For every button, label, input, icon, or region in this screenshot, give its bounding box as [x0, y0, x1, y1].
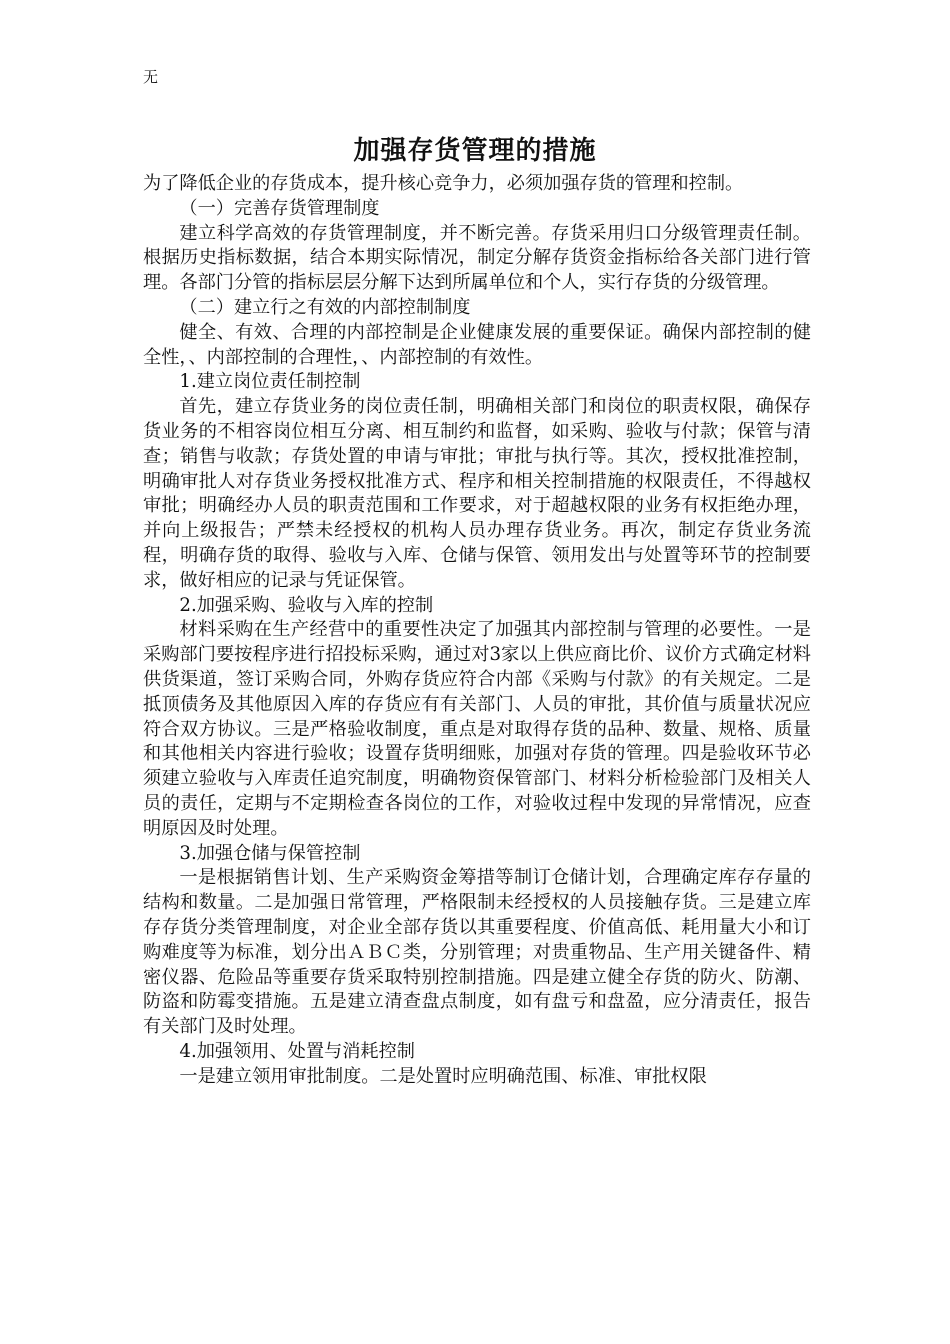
intro-paragraph: 为了降低企业的存货成本，提升核心竞争力，必须加强存货的管理和控制。 — [143, 173, 744, 194]
section-heading-2: （二）建立行之有效的内部控制制度 — [179, 296, 471, 318]
body-paragraph: 一是建立领用审批制度。二是处置时应明确范围、标准、审批权限 — [179, 1065, 707, 1087]
body-paragraph: 一是根据销售计划、生产采购资金筹措等制订仓储计划，合理确定库存存量的结构和数量。二是加强日常管理，严格限制未经授权的人员接触存货。三是建立库存存货分类管理制度，对企业全部存货以其重要程度、价值高低、耗用量大小和订购难度等为标准，划分出ＡＢＣ类，分别管理；对贵重物品、生产用关键备件、精密仪器、危险品等重要存货采取特别控制措施。四是建立健全存货的防火、防潮、防盗和防霉变措施。五是建立清查盘点制度，如有盘亏和盘盈，应分清责任，报告有关部门及时处理。 — [143, 867, 811, 1038]
document-body — [143, 172, 811, 1089]
section-heading-1: （一）完善存货管理制度 — [179, 197, 380, 219]
body-paragraph: 首先，建立存货业务的岗位责任制，明确相关部门和岗位的职责权限，确保存货业务的不相容岗位相互分离、相互制约和监督，如采购、验收与付款；保管与清查；销售与收款；存货处置的申请与审批；审批与执行等。其次，授权批准控制，明确审批人对存货业务授权批准方式、程序和相关控制措施的权限责任，不得越权审批；明确经办人员的职责范围和工作要求，对于超越权限的业务有权拒绝办理，并向上级报告；严禁未经授权的机构人员办理存货业务。再次，制定存货业务流程，明确存货的取得、验收与入库、仓储与保管、领用发出与处置等环节的控制要求，做好相应的记录与凭证保管。 — [143, 396, 811, 591]
subsection-heading-2: 2.加强采购、验收与入库的控制 — [179, 594, 434, 616]
body-paragraph: 建立科学高效的存货管理制度，并不断完善。存货采用归口分级管理责任制。根据历史指标数据，结合本期实际情况，制定分解存货资金指标给各关部门进行管理。各部门分管的指标层层分解下达到所属单位和个人，实行存货的分级管理。 — [143, 222, 811, 294]
header-mark: 无 — [143, 68, 159, 86]
subsection-heading-1: 1.建立岗位责任制控制 — [179, 371, 361, 393]
document-title: 加强存货管理的措施 — [353, 136, 597, 166]
body-paragraph: 健全、有效、合理的内部控制是企业健康发展的重要保证。确保内部控制的健全性，、内部控制的合理性，、内部控制的有效性。 — [143, 321, 811, 368]
subsection-heading-3: 3.加强仓储与保管控制 — [179, 842, 361, 864]
subsection-heading-4: 4.加强领用、处置与消耗控制 — [179, 1040, 415, 1062]
body-paragraph: 材料采购在生产经营中的重要性决定了加强其内部控制与管理的必要性。一是采购部门要按程序进行招投标采购，通过对3家以上供应商比价、议价方式确定材料供货渠道，签订采购合同，外购存货应符合内部《采购与付款》的有关规定。二是抵顶债务及其他原因入库的存货应有有关部门、人员的审批，其价值与质量状况应符合双方协议。三是严格验收制度，重点是对取得存货的品种、数量、规格、质量和其他相关内容进行验收；设置存货明细账，加强对存货的管理。四是验收环节必须建立验收与入库责任追究制度，明确物资保管部门、材料分析检验部门及相关人员的责任，定期与不定期检查各岗位的工作，对验收过程中发现的异常情况，应查明原因及时处理。 — [143, 619, 811, 839]
